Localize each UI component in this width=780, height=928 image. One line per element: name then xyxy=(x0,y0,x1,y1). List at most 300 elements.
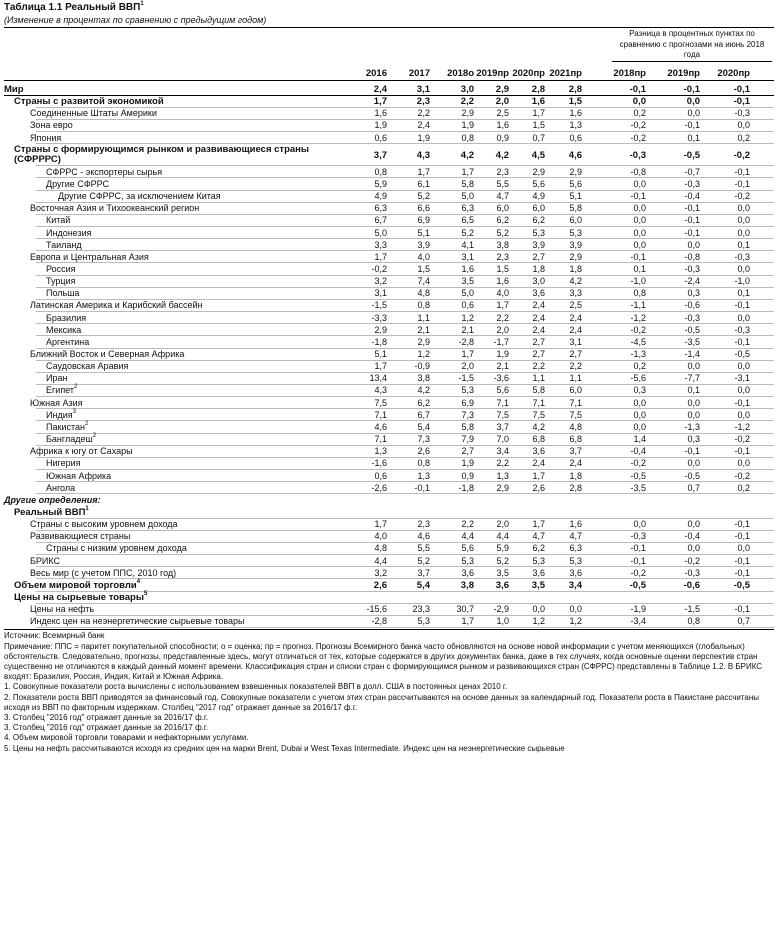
note-line: Примечание: ППС = паритет покупательной способности; о = оценка; пр = прогноз. Прогнозы Всемирного банка часто обновляются на основе новой информации с учетом меняющихся (глобальных) обстоятельств. Следовательно, прогнозы, представленные здесь, могут отличаться от тех, которые содержатся в других документах банка, даже в тех случаях, когда основные оценки перспектив стран существенно не отличаются в каждый данный момент времени. Классификация стран и списки стран с формирующимся рынком и развивающихся стран (СФРРС) представлены в Таблице 1.2. В БРИКС входят: Бразилия, Россия, Индия, Китай и Южная Африка. xyxy=(4,641,763,682)
cell-value: 0,1 xyxy=(633,263,646,274)
cell-value: 2,2 xyxy=(461,519,474,530)
cell-value: -0,3 xyxy=(684,263,700,274)
cell-value: -0,2 xyxy=(630,567,646,578)
cell-value: 2,3 xyxy=(496,251,509,262)
cell-value: 2,9 xyxy=(495,84,509,95)
cell-value: -0,1 xyxy=(414,482,430,493)
column-header: 2016 xyxy=(365,68,387,79)
cell-value: 2,8 xyxy=(531,84,545,95)
cell-value: 4,0 xyxy=(417,251,430,262)
cell-value: 3,1 xyxy=(374,288,387,299)
cell-value: -0,1 xyxy=(734,300,750,311)
cell-value: -0,1 xyxy=(684,446,700,457)
row-label-text: Бангладеш xyxy=(46,434,93,445)
row-label xyxy=(14,580,140,591)
row-label-text: Цены на нефть xyxy=(30,604,95,615)
row-label-text: Саудовская Аравия xyxy=(46,361,129,372)
cell-value: -0,1 xyxy=(734,555,750,566)
note-line: Источник: Всемирный банк xyxy=(4,631,105,641)
cell-value: 0,7 xyxy=(687,482,700,493)
cell-value: 1,6 xyxy=(496,276,509,287)
cell-value: 1,7 xyxy=(417,166,430,177)
cell-value: -0,1 xyxy=(734,519,750,530)
cell-value: 4,2 xyxy=(495,149,509,161)
cell-value: 1,5 xyxy=(568,96,582,108)
cell-value: 2,9 xyxy=(417,336,430,347)
cell-value: 6,2 xyxy=(496,215,509,226)
cell-value: 1,7 xyxy=(461,349,474,359)
cell-value: 1,9 xyxy=(417,132,430,143)
row-label-text: Другие определения: xyxy=(4,494,101,505)
cell-value: -3,4 xyxy=(630,616,646,627)
cell-value: -3,6 xyxy=(493,373,509,384)
cell-value: 4,4 xyxy=(461,531,474,542)
cell-value: 4,0 xyxy=(374,531,387,542)
cell-value: 2,4 xyxy=(532,458,545,469)
cell-value: 4,6 xyxy=(568,149,582,161)
cell-value: 13,4 xyxy=(369,373,387,384)
cell-value: 3,7 xyxy=(373,149,387,161)
cell-value: 2,9 xyxy=(532,166,545,177)
cell-value: 2,7 xyxy=(461,446,474,457)
cell-value: 0,6 xyxy=(569,132,582,143)
cell-value: 3,4 xyxy=(496,446,509,457)
cell-value: -1,1 xyxy=(630,300,646,311)
cell-value: 7,1 xyxy=(569,397,582,408)
cell-value: -0,5 xyxy=(684,324,700,335)
cell-value: 0,0 xyxy=(737,263,750,274)
row-label xyxy=(46,167,162,177)
row-label xyxy=(46,264,76,274)
footnote-marker: 2 xyxy=(84,420,89,427)
cell-value: 4,2 xyxy=(532,421,545,432)
cell-value: 2,7 xyxy=(532,349,545,359)
cell-value: 3,0 xyxy=(532,276,545,287)
cell-value: -4,5 xyxy=(630,336,646,347)
cell-value: 3,5 xyxy=(461,276,474,287)
cell-value: 5,3 xyxy=(461,555,474,566)
cell-value: -1,5 xyxy=(371,300,387,311)
cell-value: 2,7 xyxy=(532,336,545,347)
row-label-text: Зона евро xyxy=(30,120,73,131)
cell-value: 2,2 xyxy=(532,361,545,372)
cell-value: 7,1 xyxy=(374,434,387,445)
cell-value: 1,1 xyxy=(417,312,430,323)
cell-value: -3,1 xyxy=(734,373,750,384)
note-line: 3. Столбец "2016 год" отражает данные за 2016/17 ф.г. xyxy=(4,713,209,723)
cell-value: -0,1 xyxy=(734,178,750,189)
row-label-text: Страны с высоким уровнем дохода xyxy=(30,519,178,530)
row-label-text: Другие СФРРС, за исключением Китая xyxy=(58,191,221,202)
cell-value: 2,4 xyxy=(569,312,582,323)
cell-value: 6,3 xyxy=(374,203,387,214)
cell-value: 1,2 xyxy=(569,616,582,627)
cell-value: -2,8 xyxy=(458,336,474,347)
cell-value: 1,6 xyxy=(461,263,474,274)
cell-value: 0,1 xyxy=(687,385,700,396)
cell-value: 1,6 xyxy=(569,108,582,119)
cell-value: 4,7 xyxy=(569,531,582,542)
cell-value: -1,9 xyxy=(630,604,646,615)
row-label-text: Весь мир (с учетом ППС, 2010 год) xyxy=(30,567,177,578)
row-label xyxy=(30,120,73,130)
cell-value: 0,0 xyxy=(737,227,750,238)
cell-value: 5,6 xyxy=(461,543,474,554)
cell-value: 5,6 xyxy=(532,178,545,189)
cell-value: 3,4 xyxy=(568,579,582,591)
cell-value: 3,1 xyxy=(461,251,474,262)
row-label xyxy=(46,434,96,444)
row-label-text: Польша xyxy=(46,288,80,299)
cell-value: -1,3 xyxy=(684,421,700,432)
row-label-text: Страны с развитой экономикой xyxy=(14,96,164,108)
row-label xyxy=(14,96,164,107)
row-label xyxy=(30,398,83,408)
row-label xyxy=(46,288,79,298)
cell-value: -0,3 xyxy=(684,312,700,323)
cell-value: 0,0 xyxy=(633,519,646,530)
cell-value: -0,1 xyxy=(630,191,646,202)
cell-value: 6,0 xyxy=(569,385,582,396)
row-label-text: Индонезия xyxy=(46,227,92,238)
cell-value: 5,3 xyxy=(532,227,545,238)
cell-value: 0,0 xyxy=(633,215,646,226)
cell-value: 3,6 xyxy=(461,567,474,578)
cell-value: 0,0 xyxy=(687,361,700,372)
cell-value: 2,2 xyxy=(496,458,509,469)
cell-value: 1,2 xyxy=(532,616,545,627)
cell-value: 5,5 xyxy=(417,543,430,554)
cell-value: 4,8 xyxy=(374,543,387,554)
cell-value: 3,8 xyxy=(460,579,474,591)
cell-value: 6,9 xyxy=(461,397,474,408)
cell-value: 4,4 xyxy=(374,555,387,566)
cell-value: -0,2 xyxy=(734,470,750,481)
cell-value: 3,2 xyxy=(374,276,387,287)
row-label xyxy=(14,507,89,518)
cell-value: -0,4 xyxy=(684,191,700,202)
row-label-text: Китай xyxy=(46,215,71,226)
row-label-text: Европа и Центральная Азия xyxy=(30,251,149,262)
cell-value: 7,4 xyxy=(417,276,430,287)
row-label xyxy=(58,191,221,201)
cell-value: 7,3 xyxy=(461,409,474,420)
bottom-rule xyxy=(4,629,774,630)
cell-value: 4,2 xyxy=(569,276,582,287)
cell-value: 0,0 xyxy=(686,96,700,108)
cell-value: 2,3 xyxy=(496,166,509,177)
cell-value: 0,0 xyxy=(687,409,700,420)
cell-value: 0,8 xyxy=(633,288,646,299)
row-label xyxy=(30,203,199,213)
cell-value: 7,0 xyxy=(496,434,509,445)
cell-value: 5,4 xyxy=(417,421,430,432)
cell-value: -1,8 xyxy=(371,336,387,347)
cell-value: 4,7 xyxy=(496,191,509,202)
cell-value: 3,7 xyxy=(417,567,430,578)
cell-value: 2,4 xyxy=(569,324,582,335)
cell-value: 2,4 xyxy=(532,324,545,335)
cell-value: -3,3 xyxy=(371,312,387,323)
row-label xyxy=(46,458,81,468)
cell-value: -0,1 xyxy=(684,215,700,226)
row-label xyxy=(46,276,75,286)
row-label xyxy=(4,495,101,505)
row-label-text: Соединенные Штаты Америки xyxy=(30,108,157,119)
cell-value: -2,8 xyxy=(371,616,387,627)
row-label xyxy=(30,252,149,262)
table-row xyxy=(0,145,780,167)
cell-value: 30,7 xyxy=(456,604,474,615)
cell-value: -0,1 xyxy=(734,604,750,615)
cell-value: -0,3 xyxy=(630,531,646,542)
cell-value: 0,0 xyxy=(737,385,750,396)
row-label xyxy=(46,179,109,189)
cell-value: 1,6 xyxy=(531,96,545,108)
cell-value: 3,3 xyxy=(374,239,387,250)
cell-value: 0,0 xyxy=(633,178,646,189)
cell-value: 2,6 xyxy=(417,446,430,457)
cell-value: -0,6 xyxy=(684,300,700,311)
cell-value: 4,2 xyxy=(460,149,474,161)
row-label-text: Иран xyxy=(46,373,68,384)
cell-value: -1,5 xyxy=(684,604,700,615)
row-label-text: Реальный ВВП xyxy=(14,506,86,518)
cell-value: -0,1 xyxy=(734,166,750,177)
cell-value: 1,7 xyxy=(461,616,474,627)
column-header: 2019пр xyxy=(667,68,700,79)
cell-value: 1,7 xyxy=(374,519,387,530)
cell-value: 0,8 xyxy=(687,616,700,627)
cell-value: 2,4 xyxy=(532,300,545,311)
row-label xyxy=(46,410,76,420)
cell-value: 2,5 xyxy=(496,108,509,119)
cell-value: 5,2 xyxy=(496,227,509,238)
cell-value: -0,1 xyxy=(733,84,750,95)
cell-value: -0,1 xyxy=(684,203,700,214)
cell-value: -1,3 xyxy=(630,349,646,359)
cell-value: 7,1 xyxy=(374,409,387,420)
row-label-text: Индекс цен на неэнергетические сырьевые товары xyxy=(30,616,245,627)
cell-value: 1,4 xyxy=(633,434,646,445)
cell-value: -2,6 xyxy=(371,482,387,493)
cell-value: 3,6 xyxy=(532,446,545,457)
column-header: 2021пр xyxy=(549,68,582,79)
cell-value: 5,0 xyxy=(461,191,474,202)
cell-value: 0,0 xyxy=(569,604,582,615)
cell-value: -0,3 xyxy=(684,178,700,189)
row-label-text: Мир xyxy=(4,84,24,95)
forecast-diff-header: Разница в процентных пунктах по сравнению с прогнозами на июнь 2018 года xyxy=(619,29,765,59)
row-label-text: Другие СФРРС xyxy=(46,178,110,189)
cell-value: 7,9 xyxy=(461,434,474,445)
cell-value: -1,7 xyxy=(493,336,509,347)
cell-value: 0,0 xyxy=(633,203,646,214)
cell-value: 0,2 xyxy=(633,361,646,372)
cell-value: -7,7 xyxy=(684,373,700,384)
cell-value: -0,5 xyxy=(683,149,700,161)
cell-value: -0,4 xyxy=(684,531,700,542)
row-label xyxy=(30,568,176,578)
cell-value: 1,5 xyxy=(496,263,509,274)
cell-value: 5,8 xyxy=(532,385,545,396)
cell-value: 0,0 xyxy=(633,227,646,238)
column-header: 2018пр xyxy=(613,68,646,79)
cell-value: 4,9 xyxy=(374,191,387,202)
cell-value: 4,9 xyxy=(532,191,545,202)
row-label xyxy=(46,361,128,371)
cell-value: -0,5 xyxy=(629,579,646,591)
cell-value: 4,1 xyxy=(461,239,474,250)
cell-value: 6,2 xyxy=(532,543,545,554)
row-label xyxy=(46,313,86,323)
cell-value: 1,7 xyxy=(496,300,509,311)
cell-value: -0,8 xyxy=(684,251,700,262)
cell-value: 0,0 xyxy=(737,215,750,226)
row-label xyxy=(46,325,81,335)
cell-value: -0,2 xyxy=(733,149,750,161)
cell-value: 1,3 xyxy=(374,446,387,457)
cell-value: -0,1 xyxy=(733,96,750,108)
cell-value: -1,4 xyxy=(684,349,700,359)
cell-value: 4,3 xyxy=(374,385,387,396)
cell-value: 2,0 xyxy=(496,519,509,530)
cell-value: 2,1 xyxy=(461,324,474,335)
cell-value: 0,0 xyxy=(737,361,750,372)
cell-value: 0,6 xyxy=(461,300,474,311)
cell-value: 2,5 xyxy=(569,300,582,311)
cell-value: 1,7 xyxy=(374,361,387,372)
row-label-text: Восточная Азия и Тихоокеанский регион xyxy=(30,203,200,214)
cell-value: 0,0 xyxy=(737,458,750,469)
table-row xyxy=(0,495,780,507)
row-label xyxy=(46,422,88,432)
cell-value: 3,8 xyxy=(496,239,509,250)
cell-value: -0,5 xyxy=(630,470,646,481)
cell-value: -1,2 xyxy=(630,312,646,323)
cell-value: 1,8 xyxy=(569,470,582,481)
cell-value: 5,2 xyxy=(417,191,430,202)
row-label-text: БРИКС xyxy=(30,555,61,566)
cell-value: 2,0 xyxy=(495,96,509,108)
row-label-text: Турция xyxy=(46,276,76,287)
note-line: 3. Столбец "2016 год" отражает данные за 2016/17 ф.г. xyxy=(4,723,209,733)
cell-value: 1,9 xyxy=(374,120,387,131)
cell-value: 4,5 xyxy=(531,149,545,161)
table-notes xyxy=(4,631,774,753)
cell-value: 2,0 xyxy=(461,361,474,372)
cell-value: 7,5 xyxy=(496,409,509,420)
cell-value: 7,5 xyxy=(374,397,387,408)
cell-value: -0,1 xyxy=(683,84,700,95)
footnote-marker: 4 xyxy=(136,578,141,585)
cell-value: 6,2 xyxy=(532,215,545,226)
row-label-text: Нигерия xyxy=(46,458,81,469)
cell-value: 2,4 xyxy=(417,120,430,131)
cell-value: 1,9 xyxy=(461,458,474,469)
cell-value: 5,4 xyxy=(416,579,430,591)
cell-value: 2,9 xyxy=(569,251,582,262)
cell-value: 3,7 xyxy=(496,421,509,432)
cell-value: 3,5 xyxy=(531,579,545,591)
row-label-text: Ближний Восток и Северная Африка xyxy=(30,349,185,359)
cell-value: -1,6 xyxy=(371,458,387,469)
row-label-text: Бразилия xyxy=(46,312,87,323)
cell-value: 0,8 xyxy=(374,166,387,177)
cell-value: 3,7 xyxy=(569,446,582,457)
cell-value: 2,6 xyxy=(532,482,545,493)
cell-value: -0,3 xyxy=(734,251,750,262)
cell-value: 1,9 xyxy=(496,349,509,359)
row-label xyxy=(30,531,130,541)
cell-value: 5,3 xyxy=(569,227,582,238)
cell-value: 7,1 xyxy=(532,397,545,408)
cell-value: -0,3 xyxy=(629,149,646,161)
row-label-text: Страны с формирующимся рынком и развивающиеся страны (СФРРРС) xyxy=(14,143,310,165)
table-subtitle: (Изменение в процентах по сравнению с предыдущим годом) xyxy=(4,15,267,25)
cell-value: 0,0 xyxy=(632,96,646,108)
row-label-text: Мексика xyxy=(46,324,82,335)
cell-value: -2,4 xyxy=(684,276,700,287)
footnote-marker: 1 xyxy=(85,505,89,512)
cell-value: 6,0 xyxy=(532,203,545,214)
cell-value: 0,8 xyxy=(461,132,474,143)
cell-value: 5,1 xyxy=(374,349,387,359)
cell-value: 5,3 xyxy=(417,616,430,627)
cell-value: 1,9 xyxy=(461,120,474,131)
row-label xyxy=(46,543,187,553)
row-label xyxy=(14,592,147,603)
cell-value: 4,6 xyxy=(417,531,430,542)
cell-value: 0,0 xyxy=(687,397,700,408)
row-label xyxy=(14,145,314,165)
cell-value: 3,1 xyxy=(416,84,430,95)
cell-value: -1,8 xyxy=(458,482,474,493)
cell-value: 5,6 xyxy=(569,178,582,189)
cell-value: 5,3 xyxy=(461,385,474,396)
cell-value: -3,5 xyxy=(684,336,700,347)
cell-value: 0,0 xyxy=(737,543,750,554)
cell-value: -0,1 xyxy=(734,531,750,542)
cell-value: -0,3 xyxy=(734,108,750,119)
cell-value: 2,6 xyxy=(373,579,387,591)
note-line: 5. Цены на нефть рассчитываются исходя из средних цен на марки Brent, Dubai и West Texas Intermediate. Индекс цен на неэнергетические сырьевые xyxy=(4,743,565,753)
cell-value: 0,0 xyxy=(687,239,700,250)
cell-value: 0,0 xyxy=(633,239,646,250)
cell-value: 1,1 xyxy=(569,373,582,384)
cell-value: 2,2 xyxy=(460,96,474,108)
row-label-text: Пакистан xyxy=(46,421,85,432)
cell-value: 1,3 xyxy=(417,470,430,481)
cell-value: 2,9 xyxy=(569,166,582,177)
row-label-text: Цены на сырьевые товары xyxy=(14,592,144,603)
column-header: 2018o xyxy=(447,68,474,79)
row-label xyxy=(30,446,133,456)
cell-value: 2,2 xyxy=(569,361,582,372)
row-label-text: Индия xyxy=(46,409,73,420)
row-label-text: Объем мировой торговли xyxy=(14,579,137,591)
cell-value: 5,6 xyxy=(496,385,509,396)
cell-value: 6,9 xyxy=(417,215,430,226)
cell-value: 2,0 xyxy=(496,324,509,335)
cell-value: 0,0 xyxy=(737,312,750,323)
cell-value: 6,3 xyxy=(569,543,582,554)
cell-value: 0,1 xyxy=(737,288,750,299)
row-rule xyxy=(36,627,774,628)
cell-value: 3,1 xyxy=(569,336,582,347)
cell-value: 3,6 xyxy=(495,579,509,591)
cell-value: -0,3 xyxy=(734,324,750,335)
